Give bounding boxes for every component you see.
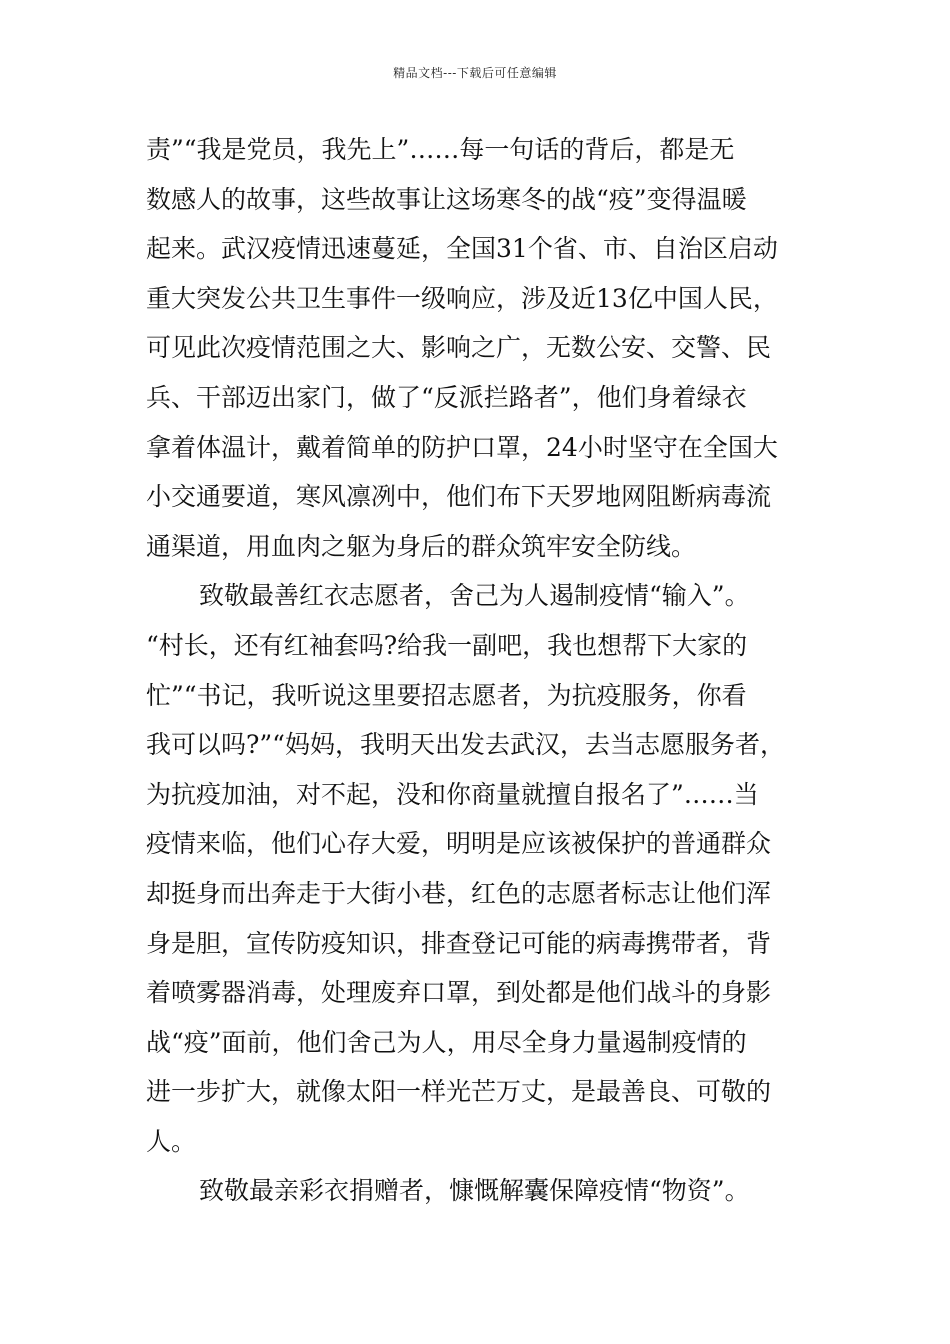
text-line: 身是胆，宣传防疫知识，排查登记可能的病毒携带者，背 <box>146 928 772 958</box>
text-line: 我可以吗?”“妈妈，我明天出发去武汉，去当志愿服务者， <box>146 730 785 760</box>
text-line: 着喷雾器消毒，处理废弃口罩，到处都是他们战斗的身影 <box>146 978 772 1008</box>
text-line: 拿着体温计，戴着简单的防护口罩，24小时坚守在全国大 <box>146 432 778 462</box>
page-header: 精品文档---下载后可任意编辑 <box>393 66 557 80</box>
text-line: 人。 <box>146 1126 197 1156</box>
text-line: “村长，还有红袖套吗?给我一副吧，我也想帮下大家的 <box>146 630 748 660</box>
text-line: 兵、干部迈出家门，做了“反派拦路者”，他们身着绿衣 <box>146 382 747 412</box>
text-line: 疫情来临，他们心存大爱，明明是应该被保护的普通群众 <box>146 829 772 859</box>
text-line: 为抗疫加油，对不起，没和你商量就擅自报名了”……当 <box>146 779 759 809</box>
text-line: 责”“我是党员，我先上”……每一句话的背后，都是无 <box>146 135 735 164</box>
paragraph-start-line: 致敬最善红衣志愿者，舍己为人遏制疫情“输入”。 <box>199 581 750 611</box>
text-line: 进一步扩大，就像太阳一样光芒万丈，是最善良、可敬的 <box>146 1077 772 1107</box>
text-line: 数感人的故事，这些故事让这场寒冬的战“疫”变得温暖 <box>146 184 747 214</box>
text-line: 可见此次疫情范围之大、影响之广，无数公安、交警、民 <box>146 333 772 363</box>
text-line: 战“疫”面前，他们舍己为人，用尽全身力量遏制疫情的 <box>146 1027 747 1057</box>
text-line: 通渠道，用血肉之躯为身后的群众筑牢安全防线。 <box>146 531 697 561</box>
text-line: 重大突发公共卫生事件一级响应，涉及近13亿中国人民， <box>146 283 778 313</box>
text-line: 小交通要道，寒风凛冽中，他们布下天罗地网阻断病毒流 <box>146 482 772 512</box>
text-line: 忙”“书记，我听说这里要招志愿者，为抗疫服务，你看 <box>146 680 747 710</box>
text-line: 起来。武汉疫情迅速蔓延，全国31个省、市、自治区启动 <box>146 234 778 264</box>
paragraph-start-line: 致敬最亲彩衣捐赠者，慷慨解囊保障疫情“物资”。 <box>199 1176 750 1206</box>
body-text <box>146 125 811 1216</box>
text-line: 却挺身而出奔走于大街小巷，红色的志愿者标志让他们浑 <box>146 878 772 908</box>
